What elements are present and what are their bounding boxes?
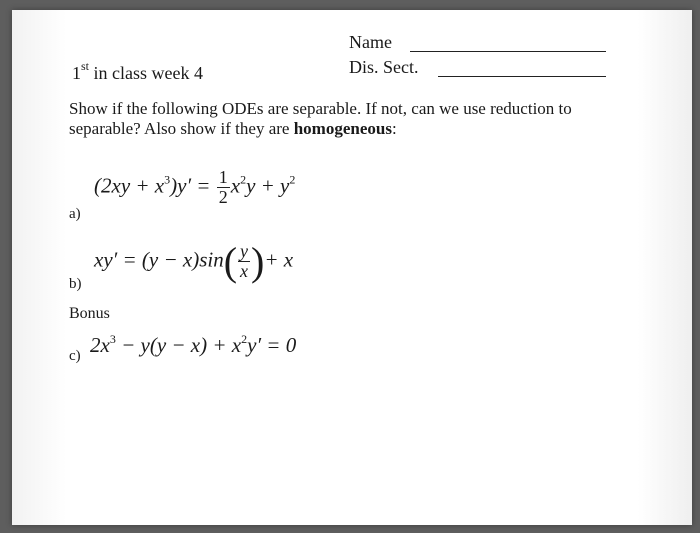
- c-part3: y′ = 0: [247, 333, 297, 357]
- a-exp2b: 2: [289, 172, 296, 187]
- class-week-label: [72, 59, 203, 84]
- worksheet-page: [12, 10, 692, 525]
- a-lhs: (2xy + x: [94, 173, 165, 198]
- a-exp3: 3: [164, 172, 171, 187]
- c-exp2: 2: [241, 332, 248, 346]
- problem-c-label: c): [69, 348, 81, 364]
- class-week-text: in class week 4: [89, 63, 203, 83]
- a-frac-num: 1: [218, 167, 228, 187]
- a-rhs-x: x: [230, 173, 241, 198]
- a-fraction: [217, 168, 230, 207]
- name-blank-line[interactable]: [410, 51, 606, 52]
- instructions-bold: homogeneous: [293, 119, 392, 138]
- a-mid: )y′ =: [170, 173, 211, 198]
- a-frac-den: 2: [218, 187, 228, 207]
- instructions: [69, 99, 629, 139]
- b-rhs: + x: [264, 247, 294, 272]
- c-part2: − y(y − x) + x: [115, 333, 242, 357]
- b-frac-den: x: [240, 261, 249, 281]
- b-left-paren: (: [223, 239, 238, 284]
- class-number: 1: [72, 63, 81, 83]
- a-exp2: 2: [240, 172, 247, 187]
- b-lhs: xy′ = (y − x)sin: [94, 247, 224, 272]
- problem-c-equation: [90, 332, 296, 358]
- problem-b-equation: [94, 238, 293, 285]
- b-right-paren: ): [251, 239, 265, 284]
- class-ordinal: st: [81, 59, 90, 73]
- a-rhs-rest: y + y: [246, 173, 290, 198]
- c-part1: 2x: [90, 333, 110, 357]
- c-exp3: 3: [109, 332, 116, 346]
- b-frac-num: y: [240, 241, 249, 261]
- bonus-label: Bonus: [69, 305, 110, 322]
- b-fraction: [238, 242, 250, 281]
- problem-a-label: a): [69, 206, 81, 222]
- section-blank-line[interactable]: [438, 76, 606, 77]
- section-label: Dis. Sect.: [349, 57, 419, 77]
- problem-b-label: b): [69, 276, 82, 292]
- name-label: Name: [349, 32, 392, 52]
- instructions-text: Show if the following ODEs are separable. If not, can we use reduction to separable? Also show if they are: [69, 99, 572, 138]
- instructions-end: :: [391, 119, 397, 138]
- problem-a-equation: [94, 168, 295, 207]
